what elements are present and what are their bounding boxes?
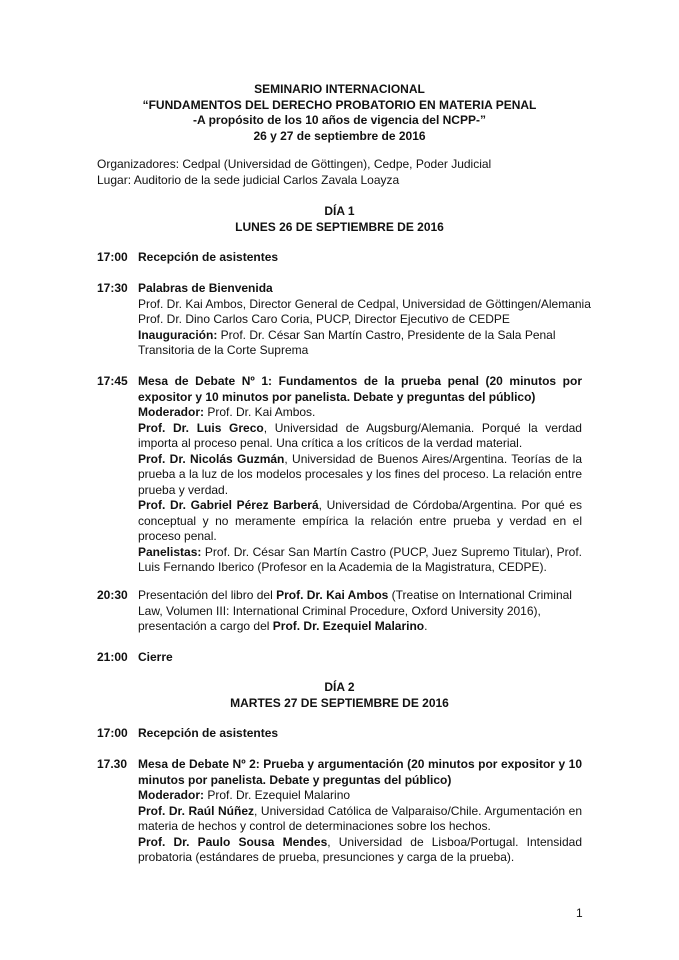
book-text-3: .: [424, 619, 428, 633]
d1-s3-content: [138, 374, 582, 576]
venue: Lugar: Auditorio de la sede judicial Carlos Zavala Loayza: [97, 172, 400, 187]
d1-s2-content: [138, 281, 598, 359]
inauguration-text: Prof. Dr. César San Martín Castro, Presidente de la Sala Penal Transitoria de la Corte Suprema: [138, 327, 556, 357]
inauguration-label: Inauguración:: [138, 327, 218, 342]
event-info: [97, 157, 491, 188]
d2-s2-time: 17.30: [97, 757, 128, 771]
panelists-text: Prof. Dr. César San Martín Castro (PUCP, Juez Supremo Titular), Prof. Luis Fernando Iberico (Profesor en la Academia de la Magistratura, CEDPE).: [138, 544, 582, 574]
d2-s2-moderator: [138, 788, 582, 804]
d1-s3-title-rest: Fundamentos de la prueba penal (20 minutos por expositor y 10 minutos por panelista. Debate y preguntas del público): [138, 374, 582, 404]
d2-s1-title: Recepción de asistentes: [138, 726, 279, 740]
d1-s1-time: 17:00: [97, 250, 128, 264]
d1-s3-presenter-1: [138, 421, 582, 452]
d2-s2-title: Mesa de Debate Nº 2: Prueba y argumentación (20 minutos por expositor y 10 minutos por panelista. Debate y preguntas del público): [138, 757, 582, 787]
presenter-text: , Universidad de Augsburg/Alemania. Porqué la verdad importa al proceso penal. Una crítica a los críticos de la verdad material.: [138, 420, 582, 450]
d1-s5-time: 21:00: [97, 650, 128, 664]
day2-date: MARTES 27 DE SEPTIEMBRE DE 2016: [230, 695, 449, 710]
d1-s3-title-label: Mesa de Debate Nº 1:: [138, 374, 273, 388]
presenter-name: Prof. Dr. Luis Greco: [138, 420, 264, 435]
presenter-text: , Universidad de Córdoba/Argentina. Por qué es conceptual y no meramente empírica la relación entre prueba y verdad en el proceso penal.: [138, 498, 582, 543]
presenter-name: Prof. Dr. Raúl Núñez: [138, 803, 255, 818]
organizers: Organizadores: Cedpal (Universidad de Göttingen), Cedpe, Poder Judicial: [97, 157, 492, 171]
d1-s4-time: 20:30: [97, 588, 128, 602]
day1-heading: [0, 204, 679, 235]
book-author: Prof. Dr. Kai Ambos: [276, 588, 389, 602]
day2-title: DÍA 2: [324, 680, 355, 694]
d2-s2-presenter-2: [138, 835, 582, 866]
d1-s3-presenter-2: [138, 452, 582, 499]
moderator-text: Prof. Dr. Ezequiel Malarino: [204, 788, 351, 802]
d1-s5-title: Cierre: [138, 650, 173, 664]
d1-s2-speaker-1: Prof. Dr. Kai Ambos, Director General de Cedpal, Universidad de Göttingen/Alemania: [138, 296, 591, 311]
d1-s2-time: 17:30: [97, 281, 128, 295]
day2-heading: [0, 680, 679, 711]
d1-s3-title: [138, 374, 582, 405]
presenter-name: Prof. Dr. Nicolás Guzmán: [138, 451, 285, 466]
d1-s3-moderator: [138, 405, 582, 421]
d1-s2-speaker-2: Prof. Dr. Dino Carlos Caro Coria, PUCP, Director Ejecutivo de CEDPE: [138, 312, 510, 326]
presenter-name: Prof. Dr. Gabriel Pérez Barberá: [138, 498, 319, 512]
moderator-label: Moderador:: [138, 788, 204, 802]
d1-s2-inauguration: [138, 328, 598, 359]
d1-s3-presenter-3: [138, 498, 582, 545]
day1-title: DÍA 1: [324, 204, 355, 218]
book-text-2: (Treatise on International Criminal Law, Volumen III: International Criminal Procedure, Oxford University 2016), presentación a cargo del: [138, 588, 572, 633]
page-number: 1: [576, 906, 583, 920]
book-text-1: Presentación del libro del: [138, 588, 277, 602]
document-header: [0, 82, 679, 144]
d1-s4-content: [138, 588, 582, 635]
d2-s1-time: 17:00: [97, 726, 128, 740]
book-presenter: Prof. Dr. Ezequiel Malarino: [272, 619, 425, 633]
d1-s1-title: Recepción de asistentes: [138, 250, 279, 264]
seminar-title: SEMINARIO INTERNACIONAL: [254, 82, 425, 96]
presenter-text: , Universidad de Lisboa/Portugal. Intensidad probatoria (estándares de prueba, presunciones y carga de la prueba).: [138, 834, 582, 864]
day1-date: LUNES 26 DE SEPTIEMBRE DE 2016: [235, 219, 444, 234]
d1-s3-time: 17:45: [97, 374, 128, 388]
seminar-subtitle: “FUNDAMENTOS DEL DERECHO PROBATORIO EN MATERIA PENAL: [142, 97, 537, 112]
d2-s2-presenter-1: [138, 804, 582, 835]
d1-s2-title: Palabras de Bienvenida: [138, 281, 273, 295]
panelists-label: Panelistas:: [138, 544, 202, 559]
presenter-name: Prof. Dr. Paulo Sousa Mendes: [138, 834, 328, 849]
d1-s3-panelists: [138, 545, 582, 576]
moderator-text: Prof. Dr. Kai Ambos.: [204, 405, 316, 419]
presenter-text: , Universidad Católica de Valparaiso/Chile. Argumentación en materia de hechos y control de determinaciones sobre los hechos.: [138, 803, 582, 833]
presenter-text: , Universidad de Buenos Aires/Argentina. Teorías de la prueba a la luz de los modelos procesales y los fines del proceso. La relación entre prueba y verdad.: [138, 451, 582, 497]
d2-s2-content: [138, 757, 582, 866]
moderator-label: Moderador:: [138, 405, 204, 419]
seminar-tagline: -A propósito de los 10 años de vigencia del NCPP-”: [193, 113, 486, 127]
seminar-dates: 26 y 27 de septiembre de 2016: [253, 128, 426, 143]
